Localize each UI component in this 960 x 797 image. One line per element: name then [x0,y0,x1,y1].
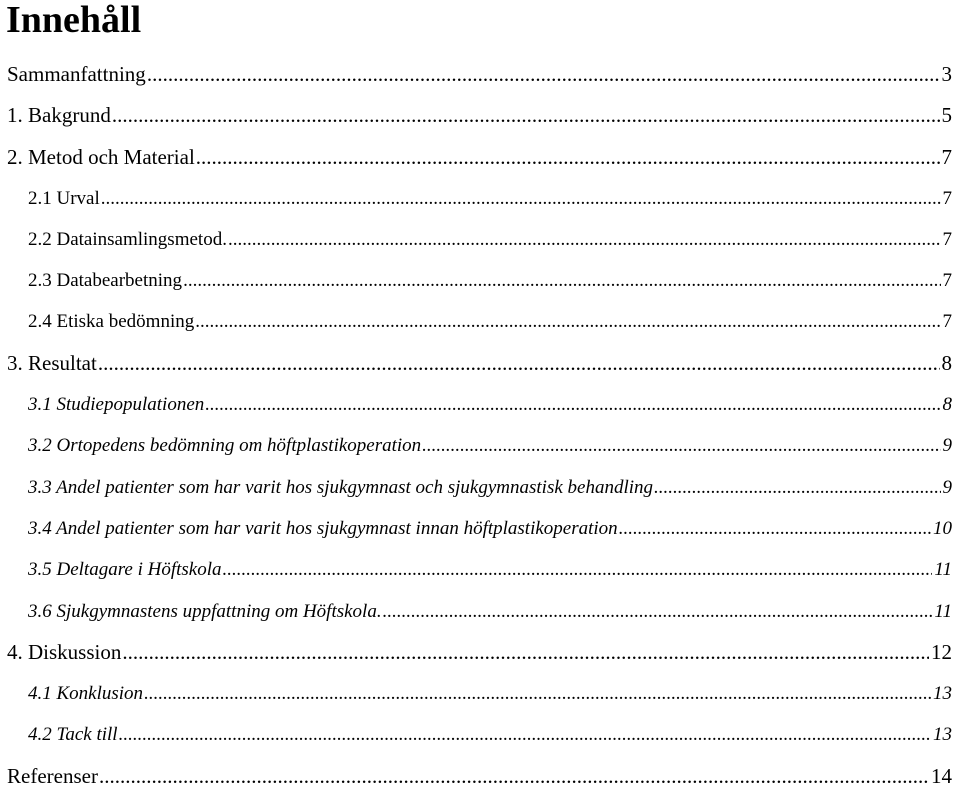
toc-entry-label: 2. Metod och Material [7,144,195,169]
toc-entry-sammanfattning[interactable] [0,54,960,95]
toc-entry-label: 2.3 Databearbetning [28,270,183,292]
dot-leader [228,229,941,251]
toc-entry-bakgrund[interactable] [0,95,960,136]
toc-entry-urval[interactable] [0,178,960,219]
dot-leader [196,145,940,170]
toc-entry-label: 4.1 Konklusion [28,683,144,705]
toc-entry-page: 13 [933,724,952,746]
dot-leader [195,311,940,333]
toc-entry-page: 3 [941,62,952,87]
toc-entry-konklusion[interactable] [0,673,960,714]
dot-leader [183,270,940,292]
toc-entry-label: 2.4 Etiska bedömning [28,311,195,333]
toc-entry-page: 11 [934,600,952,622]
toc-entry-metod-och-material[interactable] [0,137,960,178]
dot-leader [223,559,933,581]
table-of-contents [0,54,960,797]
toc-entry-page: 13 [933,683,952,705]
toc-entry-page: 8 [942,394,952,416]
dot-leader [205,394,940,416]
page-title: Innehåll [6,0,142,41]
toc-entry-label: 3. Resultat [7,351,97,376]
toc-entry-andel-patienter-behandling[interactable] [0,467,960,508]
toc-entry-datainsamlingsmetod[interactable] [0,219,960,260]
toc-entry-label: Referenser [7,764,98,789]
toc-entry-label: 3.4 Andel patienter som har varit hos sjukgymnast innan höftplastikoperation [28,517,618,539]
toc-entry-page: 7 [942,270,952,292]
toc-entry-tack-till[interactable] [0,715,960,756]
dot-leader [147,62,940,87]
toc-entry-page: 5 [941,103,952,128]
toc-entry-label: 4.2 Tack till [28,724,118,746]
toc-entry-referenser[interactable] [0,756,960,797]
dot-leader [122,640,929,665]
toc-entry-resultat[interactable] [0,343,960,384]
dot-leader [101,188,941,210]
dot-leader [383,601,933,623]
toc-entry-label: 3.2 Ortopedens bedömning om höftplastikoperation [28,435,422,457]
toc-entry-page: 14 [931,764,952,789]
toc-entry-label: 2.2 Datainsamlingsmetod. [28,228,227,250]
toc-entry-label: 3.1 Studiepopulationen [28,394,205,416]
toc-entry-deltagare-hoftskola[interactable] [0,550,960,591]
toc-entry-diskussion[interactable] [0,632,960,673]
toc-entry-page: 9 [942,476,952,498]
toc-entry-label: 3.5 Deltagare i Höftskola [28,559,222,581]
toc-entry-databearbetning[interactable] [0,260,960,301]
toc-entry-page: 7 [942,311,952,333]
toc-entry-page: 7 [942,228,952,250]
toc-entry-page: 12 [931,640,952,665]
toc-entry-page: 7 [942,187,952,209]
toc-entry-label: 1. Bakgrund [7,103,111,128]
toc-entry-label: 4. Diskussion [7,640,122,665]
dot-leader [112,103,940,128]
dot-leader [99,764,929,789]
toc-entry-page: 10 [933,517,952,539]
toc-entry-label: 2.1 Urval [28,187,100,209]
toc-entry-sjukgymnastens-uppfattning[interactable] [0,591,960,632]
dot-leader [98,351,940,376]
toc-entry-label: 3.3 Andel patienter som har varit hos sjukgymnast och sjukgymnastisk behandling [28,476,654,498]
toc-entry-etiska-bedomning[interactable] [0,302,960,343]
dot-leader [422,435,940,457]
dot-leader [144,683,931,705]
dot-leader [619,518,931,540]
toc-entry-label: 3.6 Sjukgymnastens uppfattning om Höftskola. [28,600,382,622]
toc-entry-page: 8 [941,351,952,376]
toc-entry-label: Sammanfattning [7,62,146,87]
toc-entry-andel-patienter-innan[interactable] [0,508,960,549]
toc-entry-page: 11 [934,559,952,581]
toc-entry-studiepopulationen[interactable] [0,384,960,425]
toc-entry-page: 7 [941,144,952,169]
dot-leader [654,477,940,499]
toc-entry-page: 9 [942,435,952,457]
dot-leader [119,724,931,746]
toc-entry-ortopedens-bedomning[interactable] [0,426,960,467]
